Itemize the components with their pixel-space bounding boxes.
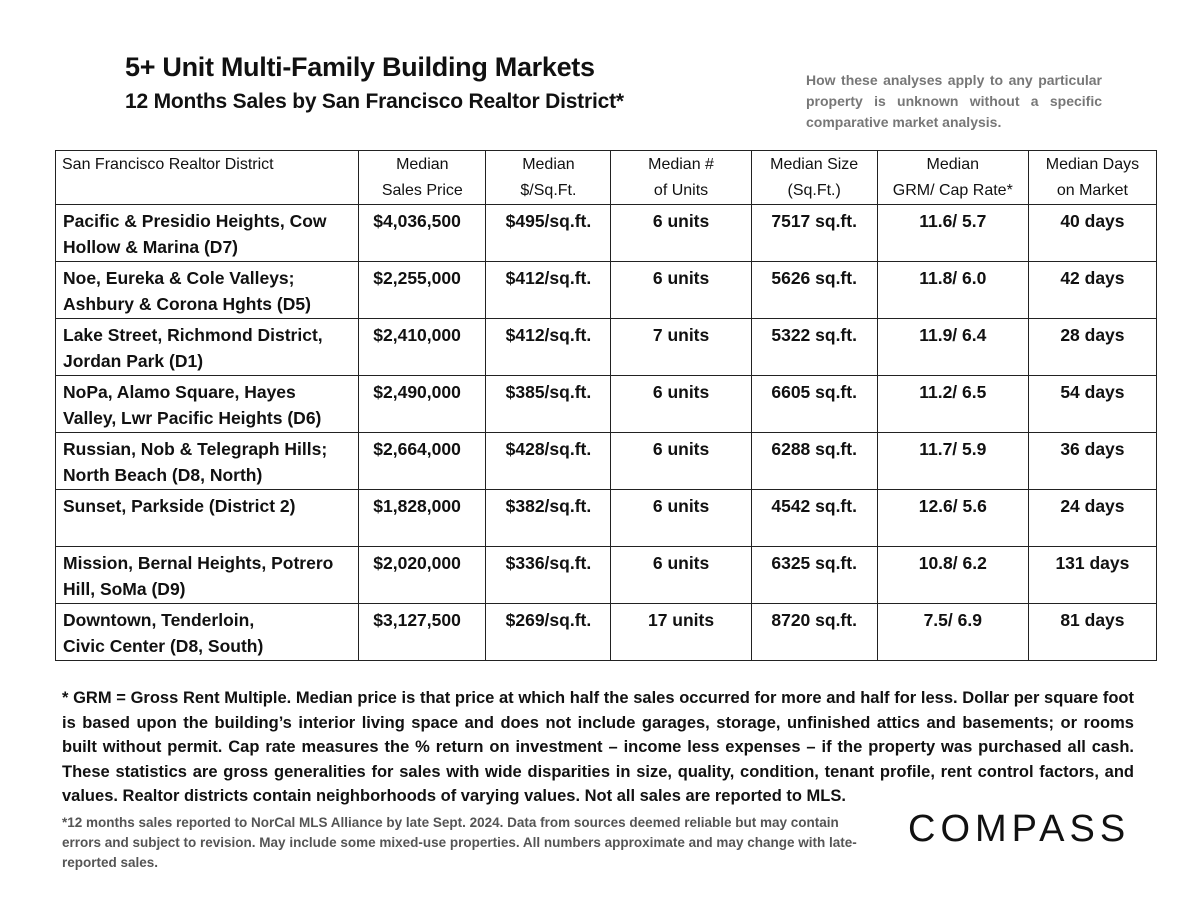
district-cell: NoPa, Alamo Square, Hayes Valley, Lwr Pacific Heights (D6) <box>56 376 359 433</box>
source-note: *12 months sales reported to NorCal MLS Alliance by late Sept. 2024. Data from sources deemed reliable but may contain errors and subject to revision. May include some mixed-use properties. All numbers approximate and may change with late-reported sales. <box>62 815 857 870</box>
sales-price-cell: $2,410,000 <box>359 319 486 376</box>
district-cell: Sunset, Parkside (District 2) <box>56 490 359 547</box>
price-per-sqft-cell: $412/sq.ft. <box>486 319 611 376</box>
units-cell: 6 units <box>611 205 751 262</box>
price-per-sqft-cell: $385/sq.ft. <box>486 376 611 433</box>
column-header-grm-cap-rate: Median GRM/ Cap Rate* <box>877 151 1028 205</box>
days-on-market-cell: 28 days <box>1028 319 1156 376</box>
units-cell: 17 units <box>611 604 751 661</box>
price-per-sqft-cell: $269/sq.ft. <box>486 604 611 661</box>
table-row <box>56 433 1157 490</box>
size-cell: 6325 sq.ft. <box>751 547 877 604</box>
units-cell: 6 units <box>611 262 751 319</box>
page-title: 5+ Unit Multi-Family Building Markets <box>125 52 595 82</box>
days-on-market-cell: 36 days <box>1028 433 1156 490</box>
sales-price-cell: $2,020,000 <box>359 547 486 604</box>
size-cell: 5322 sq.ft. <box>751 319 877 376</box>
column-header-units: Median # of Units <box>611 151 751 205</box>
price-per-sqft-cell: $428/sq.ft. <box>486 433 611 490</box>
sales-price-cell: $2,255,000 <box>359 262 486 319</box>
size-cell: 6288 sq.ft. <box>751 433 877 490</box>
compass-logo: COMPASS <box>908 808 1131 850</box>
grm-cap-rate-cell: 10.8/ 6.2 <box>877 547 1028 604</box>
grm-cap-rate-cell: 11.2/ 6.5 <box>877 376 1028 433</box>
grm-cap-rate-cell: 11.9/ 6.4 <box>877 319 1028 376</box>
sales-price-cell: $2,664,000 <box>359 433 486 490</box>
table-row <box>56 376 1157 433</box>
size-cell: 5626 sq.ft. <box>751 262 877 319</box>
size-cell: 4542 sq.ft. <box>751 490 877 547</box>
units-cell: 6 units <box>611 433 751 490</box>
grm-cap-rate-cell: 11.8/ 6.0 <box>877 262 1028 319</box>
days-on-market-cell: 42 days <box>1028 262 1156 319</box>
table-row <box>56 490 1157 547</box>
units-cell: 7 units <box>611 319 751 376</box>
column-header-price-per-sqft: Median $/Sq.Ft. <box>486 151 611 205</box>
days-on-market-cell: 81 days <box>1028 604 1156 661</box>
grm-cap-rate-cell: 11.6/ 5.7 <box>877 205 1028 262</box>
units-cell: 6 units <box>611 490 751 547</box>
sales-price-cell: $4,036,500 <box>359 205 486 262</box>
column-header-size: Median Size (Sq.Ft.) <box>751 151 877 205</box>
column-header-district: San Francisco Realtor District <box>56 151 359 205</box>
price-per-sqft-cell: $382/sq.ft. <box>486 490 611 547</box>
price-per-sqft-cell: $336/sq.ft. <box>486 547 611 604</box>
district-cell: Mission, Bernal Heights, Potrero Hill, SoMa (D9) <box>56 547 359 604</box>
table-row <box>56 547 1157 604</box>
district-cell: Russian, Nob & Telegraph Hills; North Beach (D8, North) <box>56 433 359 490</box>
sales-price-cell: $3,127,500 <box>359 604 486 661</box>
district-cell: Lake Street, Richmond District, Jordan Park (D1) <box>56 319 359 376</box>
table-row <box>56 205 1157 262</box>
price-per-sqft-cell: $412/sq.ft. <box>486 262 611 319</box>
sales-price-cell: $1,828,000 <box>359 490 486 547</box>
page-subtitle: 12 Months Sales by San Francisco Realtor District* <box>125 90 624 113</box>
table-row <box>56 262 1157 319</box>
days-on-market-cell: 54 days <box>1028 376 1156 433</box>
grm-footnote: * GRM = Gross Rent Multiple. Median price is that price at which half the sales occurred for more and half for less. Dollar per square foot is based upon the building’s interior living space and does not include garages, storage, unfinished attics and basements; or rooms built without permit. Cap rate measures the % return on investment – income less expenses – if the property was purchased all cash. These statistics are gross generalities for sales with wide disparities in size, quality, condition, tenant profile, rent control factors, and values. Realtor districts contain neighborhoods of varying values. Not all sales are reported to MLS. <box>62 689 1134 805</box>
grm-cap-rate-cell: 7.5/ 6.9 <box>877 604 1028 661</box>
grm-cap-rate-cell: 12.6/ 5.6 <box>877 490 1028 547</box>
days-on-market-cell: 131 days <box>1028 547 1156 604</box>
column-header-days-on-market: Median Days on Market <box>1028 151 1156 205</box>
district-cell: Downtown, Tenderloin, Civic Center (D8, South) <box>56 604 359 661</box>
grm-cap-rate-cell: 11.7/ 5.9 <box>877 433 1028 490</box>
table-row <box>56 319 1157 376</box>
district-sales-table <box>55 150 1157 661</box>
units-cell: 6 units <box>611 547 751 604</box>
district-cell: Pacific & Presidio Heights, Cow Hollow & Marina (D7) <box>56 205 359 262</box>
analysis-disclaimer: How these analyses apply to any particular property is unknown without a specific comparative market analysis. <box>806 72 1102 130</box>
units-cell: 6 units <box>611 376 751 433</box>
price-per-sqft-cell: $495/sq.ft. <box>486 205 611 262</box>
size-cell: 8720 sq.ft. <box>751 604 877 661</box>
size-cell: 6605 sq.ft. <box>751 376 877 433</box>
table-row <box>56 604 1157 661</box>
table-header-row <box>56 151 1157 205</box>
days-on-market-cell: 24 days <box>1028 490 1156 547</box>
district-cell: Noe, Eureka & Cole Valleys; Ashbury & Corona Hghts (D5) <box>56 262 359 319</box>
column-header-sales-price: Median Sales Price <box>359 151 486 205</box>
sales-price-cell: $2,490,000 <box>359 376 486 433</box>
days-on-market-cell: 40 days <box>1028 205 1156 262</box>
size-cell: 7517 sq.ft. <box>751 205 877 262</box>
